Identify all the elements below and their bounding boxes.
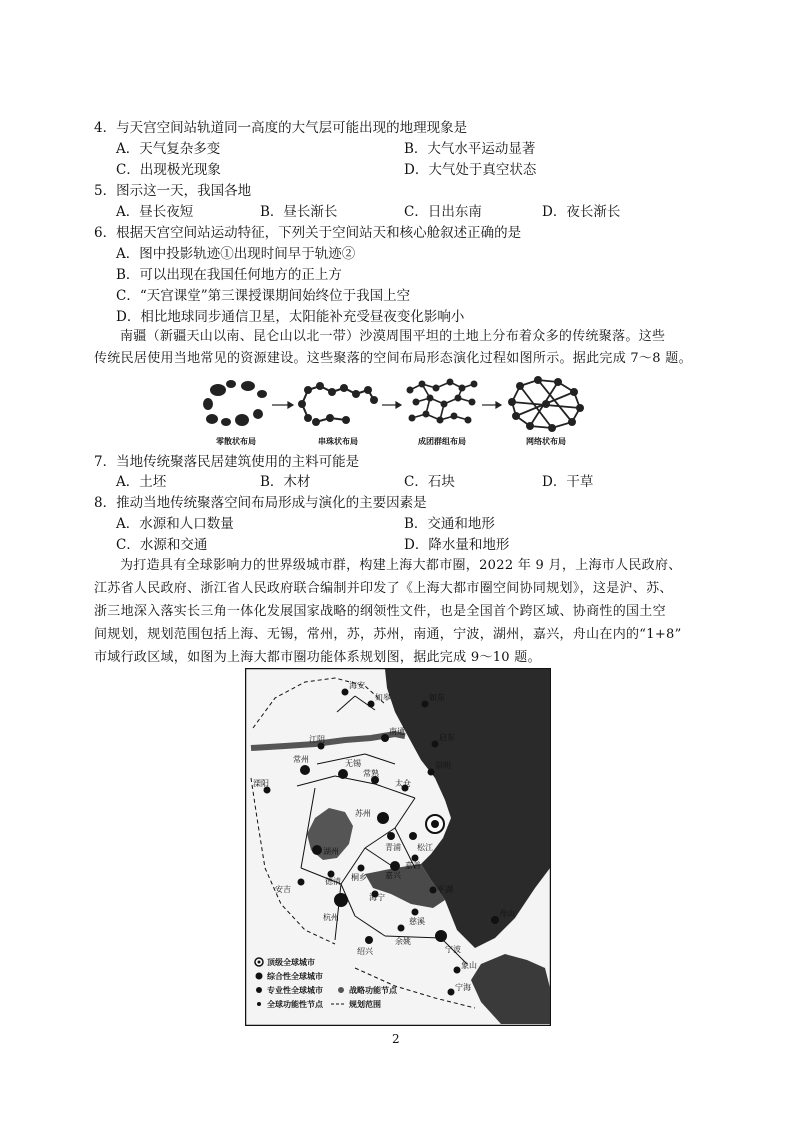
- label-anji: 安吉: [275, 885, 291, 894]
- label-nantong: 南通: [389, 727, 405, 736]
- label-suzhou: 苏州: [355, 809, 371, 818]
- legend-global-functional-node: 全球功能性节点: [267, 1000, 323, 1009]
- question-7-option-c: C．石块: [404, 474, 455, 490]
- arrow-3: [482, 402, 501, 408]
- label-jiaxing: 嘉兴: [385, 871, 401, 880]
- label-haian: 海安: [349, 681, 365, 690]
- network-layout-diagram: [508, 376, 584, 432]
- question-8-stem: 8．推动当地传统聚落空间布局形成与演化的主要因素是: [94, 495, 427, 511]
- label-qidong: 启东: [439, 733, 455, 742]
- question-5-option-c: C．日出东南: [404, 204, 482, 220]
- label-changzhou: 常州: [293, 755, 309, 764]
- intro-9-10-line-2: 江苏省人民政府、浙江省人民政府联合编制并印发了《上海大都市圈空间协同规划》，这是沪、苏、: [94, 581, 673, 596]
- legend-planning-boundary: 规划范围: [349, 1000, 381, 1009]
- question-4-stem: 4．与天宫空间站轨道同一高度的大气层可能出现的地理现象是: [94, 120, 468, 136]
- question-7-option-b: B．木材: [260, 474, 311, 490]
- label-jiashan: 嘉善: [405, 861, 421, 870]
- question-6-option-c: C．“天宫课堂”第三课授课期间始终位于我国上空: [116, 288, 411, 304]
- bead-layout-diagram: [298, 382, 378, 426]
- question-8-option-d: D．降水量和地形: [404, 537, 510, 553]
- settlement-evolution-figure: [196, 372, 596, 452]
- caption-bead: 串珠状布局: [318, 437, 358, 446]
- label-rudong: 如东: [429, 693, 445, 702]
- question-6-option-a: A．图中投影轨迹①出现时间早于轨迹②: [116, 246, 356, 262]
- label-wuxi: 无锡: [345, 759, 361, 768]
- question-6-option-d: D．相比地球同步通信卫星，太阳能补充受昼夜变化影响小: [116, 309, 465, 325]
- label-qingpu: 青浦: [385, 843, 401, 852]
- question-5-option-b: B．昼长渐长: [260, 204, 338, 220]
- label-deqing: 德清: [325, 877, 341, 886]
- caption-network: 网络状布局: [526, 437, 566, 446]
- label-songjiang: 松江: [417, 843, 433, 852]
- label-jiangyin: 江阴: [309, 735, 325, 744]
- caption-cluster: 成团群组布局: [418, 437, 466, 446]
- question-8-option-c: C．水源和交通: [116, 537, 208, 553]
- intro-9-10-line-1: 为打造具有全球影响力的世界级城市群，构建上海大都市圈，2022 年 9 月，上海市人民政府、: [120, 558, 682, 573]
- legend-comprehensive-global-city: 综合性全球城市: [267, 972, 323, 981]
- cluster-layout-diagram: [407, 379, 478, 424]
- question-6-option-b: B．可以出现在我国任何地方的正上方: [116, 267, 342, 283]
- intro-7-8-line-2: 传统民居使用当地常见的资源建设。这些聚落的空间布局形态演化过程如图所示。据此完成 7～8 题。: [94, 351, 692, 366]
- question-5-stem: 5．图示这一天，我国各地: [94, 183, 252, 199]
- question-4-option-a: A．天气复杂多变: [116, 141, 221, 157]
- question-7-stem: 7．当地传统聚落民居建筑使用的主料可能是: [94, 454, 360, 470]
- label-zhoushan: 舟山: [499, 909, 515, 918]
- label-yuyao: 余姚: [395, 937, 411, 946]
- question-6-stem: 6．根据天宫空间站运动特征，下列关于空间站天和核心舱叙述正确的是: [94, 225, 522, 241]
- arrow-1: [272, 402, 293, 408]
- question-8-option-a: A．水源和人口数量: [116, 516, 234, 532]
- label-pinghu: 平湖: [437, 885, 453, 894]
- label-chongming: 崇明: [435, 761, 451, 770]
- intro-9-10-line-4: 间规划，规划范围包括上海、无锡，常州，苏，苏州，南通，宁波，湖州，嘉兴，舟山在内的“1+8”: [94, 627, 682, 642]
- label-cixi: 慈溪: [409, 917, 425, 926]
- label-xiangshan: 象山: [461, 961, 477, 970]
- label-ningbo: 宁波: [445, 945, 461, 954]
- legend-top-global-city: 顶级全球城市: [267, 958, 315, 967]
- question-8-option-b: B．交通和地形: [404, 516, 495, 532]
- caption-scattered: 零散状布局: [216, 437, 256, 446]
- label-hangzhou: 杭州: [323, 913, 339, 922]
- legend-strategic-node: 战略功能节点: [349, 986, 397, 995]
- label-tongxiang: 桐乡: [351, 873, 367, 882]
- label-shaoxing: 绍兴: [357, 947, 373, 956]
- intro-7-8-line-1: 南疆（新疆天山以南、昆仑山以北一带）沙漠周围平坦的土地上分布着众多的传统聚落。这些: [120, 329, 666, 344]
- question-4-option-c: C．出现极光现象: [116, 162, 221, 178]
- question-7-option-d: D．干草: [542, 474, 594, 490]
- label-huzhou: 湖州: [323, 847, 339, 856]
- label-ninghai: 宁海: [455, 983, 471, 992]
- label-changshu: 常熟: [363, 769, 379, 778]
- label-liyang: 溧阳: [253, 779, 269, 788]
- label-haining: 海宁: [369, 893, 385, 902]
- intro-9-10-line-5: 市域行政区域，如图为上海大都市圈功能体系规划图，据此完成 9～10 题。: [94, 650, 541, 665]
- question-5-option-a: A．昼长夜短: [116, 204, 194, 220]
- label-rugao: 如皋: [375, 693, 391, 702]
- question-4-option-d: D．大气处于真空状态: [404, 162, 537, 178]
- shanghai-metro-map: [245, 668, 551, 1026]
- question-5-option-d: D．夜长渐长: [542, 204, 621, 220]
- question-7-option-a: A．土坯: [116, 474, 167, 490]
- arrow-2: [382, 402, 401, 408]
- page-number: 2: [392, 1032, 400, 1046]
- scattered-layout-diagram: [203, 380, 267, 426]
- legend-specialized-global-city: 专业性全球城市: [267, 986, 323, 995]
- intro-9-10-line-3: 浙三地深入落实长三角一体化发展国家战略的纲领性文件，也是全国首个跨区域、协商性的国土空: [94, 604, 666, 619]
- question-4-option-b: B．大气水平运动显著: [404, 141, 536, 157]
- label-taicang: 太仓: [395, 779, 411, 788]
